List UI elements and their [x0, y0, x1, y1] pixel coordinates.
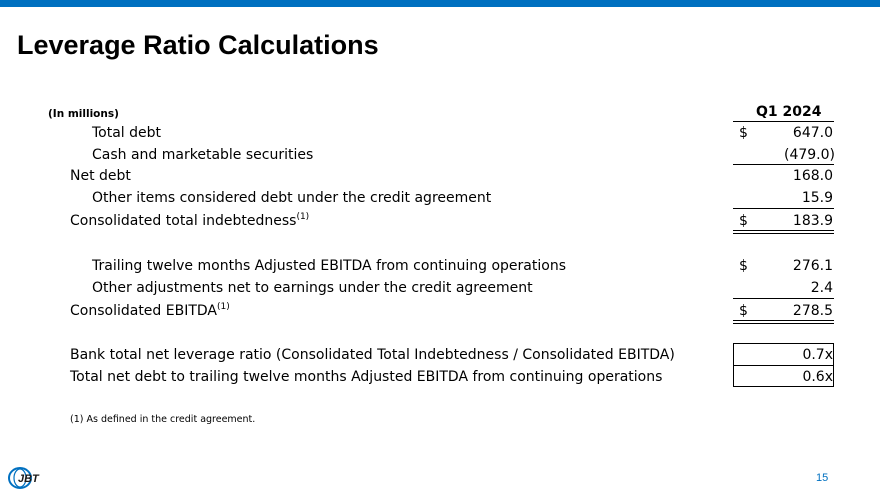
row-label: Cash and marketable securities: [92, 147, 314, 163]
ratio-value: 0.6x: [802, 369, 833, 385]
row-value: (479.0): [783, 147, 835, 163]
row-label: [70, 303, 230, 319]
jbt-logo: [6, 465, 40, 491]
jbt-logo-icon: [6, 465, 40, 491]
row-value: 647.0: [792, 125, 833, 141]
row-label: Net debt: [70, 168, 131, 184]
row-currency: $: [739, 213, 748, 229]
footnote: (1) As defined in the credit agreement.: [70, 414, 256, 425]
footnote-marker: (1): [296, 212, 310, 222]
row-label: Other adjustments net to earnings under the credit agreement: [92, 280, 533, 296]
row-currency: $: [739, 258, 748, 274]
svg-text:JBT: JBT: [18, 473, 39, 485]
total-double-rule: [733, 230, 834, 234]
row-label: Trailing twelve months Adjusted EBITDA from continuing operations: [92, 258, 566, 274]
ratio-value: 0.7x: [802, 347, 833, 363]
footnote-marker: (1): [217, 302, 230, 312]
row-label: Other items considered debt under the credit agreement: [92, 190, 492, 206]
ratio-label: Bank total net leverage ratio (Consolidated Total Indebtedness / Consolidated EBITDA): [70, 347, 675, 363]
row-value: 276.1: [792, 258, 833, 274]
total-double-rule: [733, 320, 834, 324]
ratio-divider: [733, 365, 834, 366]
row-value: 278.5: [792, 303, 833, 319]
row-label: Total debt: [92, 125, 162, 141]
subtotal-rule: [733, 208, 834, 209]
ratio-label: Total net debt to trailing twelve months Adjusted EBITDA from continuing operations: [70, 369, 663, 385]
row-currency: $: [739, 125, 748, 141]
row-currency: $: [739, 303, 748, 319]
page-number: 15: [816, 472, 829, 484]
subtotal-rule: [733, 298, 834, 299]
subtotal-rule: [733, 164, 834, 165]
row-value: 2.4: [810, 280, 833, 296]
row-label-text: Consolidated EBITDA: [70, 303, 217, 319]
row-value: 15.9: [801, 190, 833, 206]
row-label-text: Consolidated total indebtedness: [70, 213, 297, 229]
page-title: Leverage Ratio Calculations: [17, 30, 379, 60]
unit-label: (In millions): [48, 108, 119, 120]
row-label: [70, 213, 309, 229]
row-value: 168.0: [792, 168, 833, 184]
row-value: 183.9: [792, 213, 833, 229]
header-underline: [733, 121, 834, 122]
column-header: Q1 2024: [756, 104, 822, 120]
